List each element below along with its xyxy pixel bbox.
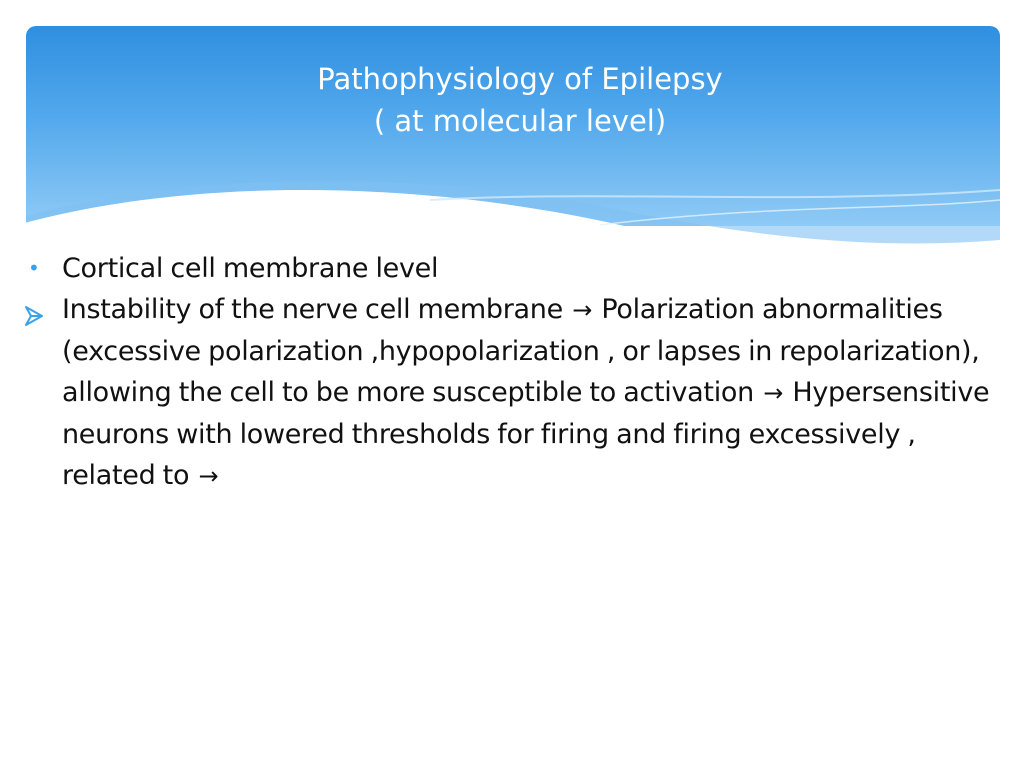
slide-title bbox=[0, 58, 1024, 142]
text-segment-2: Polarization abnormalities (excessive polarization ,hypopolarization , or lapses in repolarization), allowing the cell to be more susceptible to activation bbox=[62, 294, 980, 408]
right-arrow-icon: → bbox=[763, 379, 784, 407]
title-line-1: Pathophysiology of Epilepsy bbox=[317, 62, 723, 96]
bullet-item bbox=[24, 289, 1014, 497]
bullet-dot-icon: • bbox=[28, 256, 40, 280]
chevron-arrow-icon bbox=[24, 289, 62, 339]
text-segment-3: Hypersensitive neurons with lowered thresholds for firing and firing excessively , related to bbox=[62, 377, 990, 491]
slide-content bbox=[24, 248, 1014, 497]
title-line-2: ( at molecular level) bbox=[373, 104, 667, 138]
right-arrow-icon: → bbox=[572, 296, 593, 324]
bullet-text bbox=[62, 289, 1014, 497]
bullet-text: Cortical cell membrane level bbox=[62, 253, 439, 284]
bullet-item bbox=[24, 248, 1014, 289]
text-segment-1: Instability of the nerve cell membrane bbox=[62, 294, 563, 325]
right-arrow-icon: → bbox=[198, 462, 219, 490]
